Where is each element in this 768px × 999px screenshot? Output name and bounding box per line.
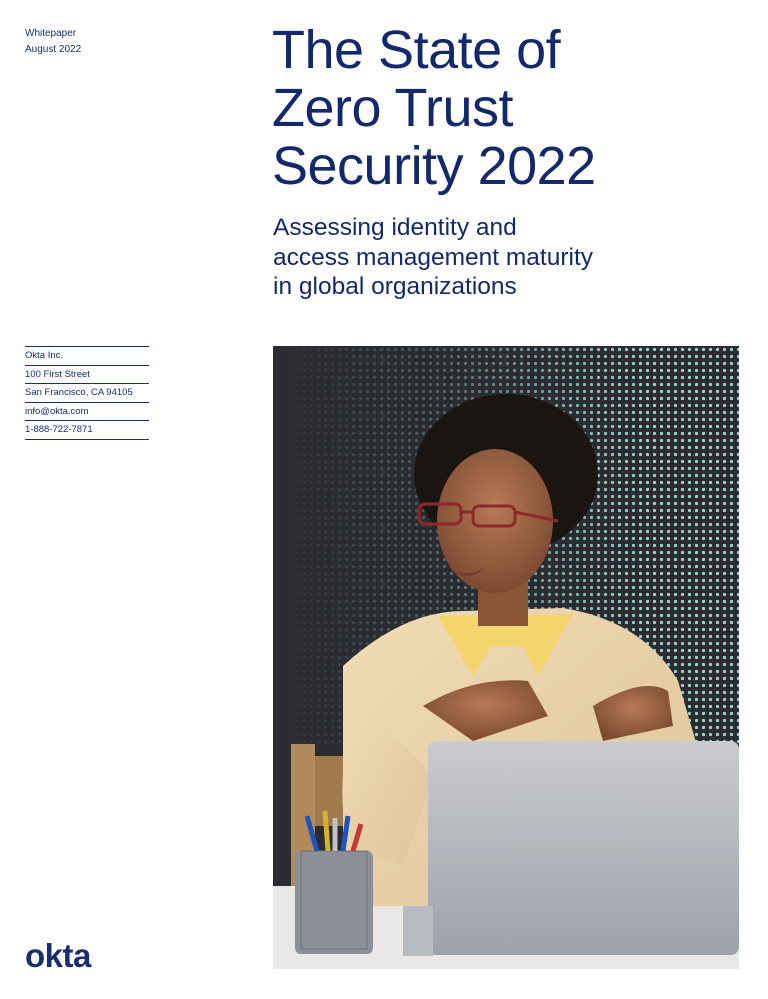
- woman-at-laptop-photo: [273, 346, 739, 969]
- subtitle-line: Assessing identity and: [273, 214, 517, 241]
- page-title: [272, 21, 752, 195]
- publication-date: August 2022: [25, 44, 82, 55]
- city-address: San Francisco, CA 94105: [25, 384, 149, 403]
- subtitle: [273, 213, 693, 302]
- cover-photo: [273, 346, 739, 969]
- title-line: Zero Trust: [272, 78, 514, 138]
- document-type: Whitepaper: [25, 28, 77, 39]
- subtitle-line: in global organizations: [273, 273, 517, 300]
- email-address[interactable]: info@okta.com: [25, 403, 149, 422]
- contact-block: [25, 346, 149, 440]
- subtitle-line: access management maturity: [273, 243, 593, 271]
- document-meta: [25, 26, 81, 58]
- street-address: 100 First Street: [25, 366, 149, 385]
- company-name: Okta Inc.: [25, 347, 149, 366]
- phone-number: 1-888-722-7871: [25, 421, 149, 440]
- title-line: Security 2022: [272, 136, 596, 196]
- title-line: The State of: [272, 20, 561, 80]
- okta-logo[interactable]: okta: [25, 937, 91, 974]
